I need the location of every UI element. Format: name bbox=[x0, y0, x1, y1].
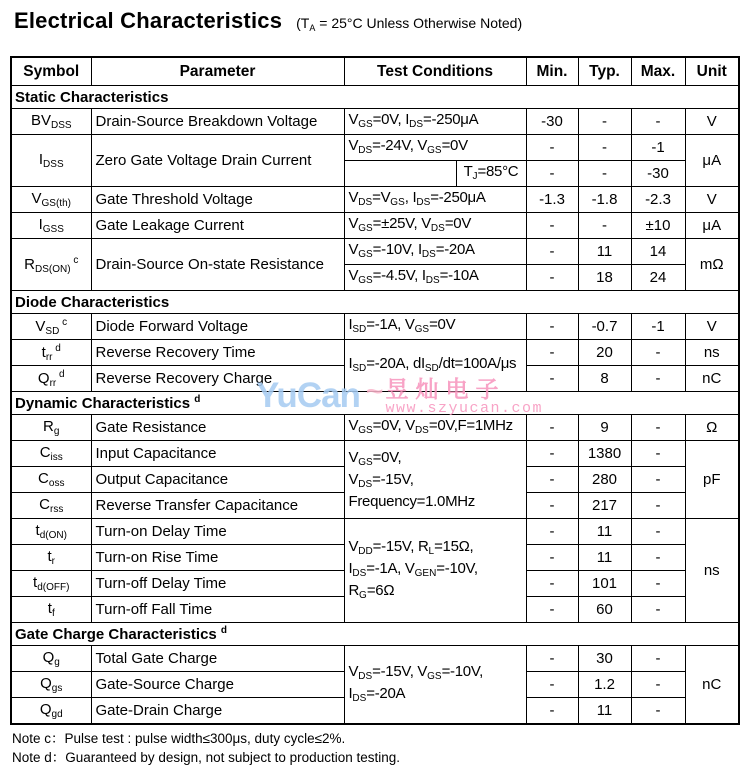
section-title: Static Characteristics bbox=[11, 86, 739, 109]
min-cell: - bbox=[526, 467, 578, 493]
max-cell: 14 bbox=[631, 239, 685, 265]
typ-cell: 11 bbox=[578, 239, 631, 265]
conditions-cell: $I_{SD}=-1A$, $V_{GS}=0V$ bbox=[344, 314, 526, 340]
parameter-cell: Reverse Transfer Capacitance bbox=[91, 493, 344, 519]
parameter-cell: Total Gate Charge bbox=[91, 646, 344, 672]
header-unit: Unit bbox=[685, 57, 739, 86]
unit-cell: ns bbox=[685, 519, 739, 623]
table-row-vgsth bbox=[11, 187, 739, 213]
min-cell: - bbox=[526, 597, 578, 623]
symbol-cell: $BV_{DSS}$ bbox=[11, 109, 91, 135]
table-row-trr bbox=[11, 340, 739, 366]
max-cell: -2.3 bbox=[631, 187, 685, 213]
parameter-cell: Reverse Recovery Charge bbox=[91, 366, 344, 392]
typ-cell: 11 bbox=[578, 698, 631, 725]
watermark-dash-icon: ~ bbox=[365, 375, 384, 408]
symbol-cell: $t_{d(OFF)}$ bbox=[11, 571, 91, 597]
max-cell: - bbox=[631, 672, 685, 698]
symbol-cell: $R_{DS(ON)}$ $^c$ bbox=[11, 239, 91, 291]
parameter-cell: Gate Leakage Current bbox=[91, 213, 344, 239]
symbol-cell: $C_{iss}$ bbox=[11, 441, 91, 467]
min-cell: -1.3 bbox=[526, 187, 578, 213]
header-min: Min. bbox=[526, 57, 578, 86]
conditions-spacer-cell bbox=[344, 161, 456, 187]
min-cell: - bbox=[526, 314, 578, 340]
typ-cell: 1380 bbox=[578, 441, 631, 467]
max-cell: - bbox=[631, 415, 685, 441]
table-row-bvdss bbox=[11, 109, 739, 135]
typ-cell: 60 bbox=[578, 597, 631, 623]
table-row-idss bbox=[11, 135, 739, 161]
conditions-cell: $V_{GS}=\pm 25V$, $V_{DS}=0V$ bbox=[344, 213, 526, 239]
symbol-cell: $t_{d(ON)}$ bbox=[11, 519, 91, 545]
parameter-cell: Gate Threshold Voltage bbox=[91, 187, 344, 213]
max-cell: - bbox=[631, 571, 685, 597]
electrical-characteristics-table bbox=[10, 56, 740, 725]
conditions-cell: $V_{GS}=-4.5V$, $I_{DS}=-10A$ bbox=[344, 265, 526, 291]
min-cell: -30 bbox=[526, 109, 578, 135]
note-d: Note d：Guaranteed by design, not subject to production testing. bbox=[12, 749, 400, 765]
max-cell: 24 bbox=[631, 265, 685, 291]
section-header-static bbox=[11, 86, 739, 109]
min-cell: - bbox=[526, 519, 578, 545]
min-cell: - bbox=[526, 366, 578, 392]
section-header-dynamic bbox=[11, 392, 739, 415]
typ-cell: 30 bbox=[578, 646, 631, 672]
max-cell: ±10 bbox=[631, 213, 685, 239]
min-cell: - bbox=[526, 415, 578, 441]
parameter-cell: Reverse Recovery Time bbox=[91, 340, 344, 366]
parameter-cell: Output Capacitance bbox=[91, 467, 344, 493]
parameter-cell: Turn-off Fall Time bbox=[91, 597, 344, 623]
symbol-cell: $t_{rr}$ $^d$ bbox=[11, 340, 91, 366]
symbol-cell: $I_{GSS}$ bbox=[11, 213, 91, 239]
table-header-row bbox=[11, 57, 739, 86]
min-cell: - bbox=[526, 441, 578, 467]
parameter-cell: Drain-Source On-state Resistance bbox=[91, 239, 344, 291]
typ-cell: - bbox=[578, 161, 631, 187]
symbol-cell: $I_{DSS}$ bbox=[11, 135, 91, 187]
max-cell: -30 bbox=[631, 161, 685, 187]
section-title: Gate Charge Characteristics $^d$ bbox=[11, 623, 739, 646]
min-cell: - bbox=[526, 213, 578, 239]
typ-cell: - bbox=[578, 135, 631, 161]
typ-cell: 8 bbox=[578, 366, 631, 392]
max-cell: - bbox=[631, 646, 685, 672]
min-cell: - bbox=[526, 239, 578, 265]
footnotes bbox=[12, 730, 748, 767]
unit-cell: nC bbox=[685, 646, 739, 725]
symbol-cell: $C_{rss}$ bbox=[11, 493, 91, 519]
conditions-cell: $V_{GS}=-10V$, $I_{DS}=-20A$ bbox=[344, 239, 526, 265]
page-header bbox=[14, 8, 748, 42]
parameter-cell: Gate-Drain Charge bbox=[91, 698, 344, 725]
min-cell: - bbox=[526, 545, 578, 571]
parameter-cell: Gate-Source Charge bbox=[91, 672, 344, 698]
typ-cell: 217 bbox=[578, 493, 631, 519]
unit-cell: V bbox=[685, 314, 739, 340]
unit-cell: ns bbox=[685, 340, 739, 366]
max-cell: -1 bbox=[631, 314, 685, 340]
watermark-chinese-text: 昱灿电子 bbox=[385, 376, 506, 402]
header-typ: Typ. bbox=[578, 57, 631, 86]
typ-cell: -1.8 bbox=[578, 187, 631, 213]
max-cell: - bbox=[631, 597, 685, 623]
conditions-cell: $I_{SD}=-20A$, $dI_{SD}/dt=100A/\mu s$ bbox=[344, 340, 526, 392]
table-row-tdon bbox=[11, 519, 739, 545]
page-title: Electrical Characteristics bbox=[14, 8, 283, 33]
symbol-cell: $Q_{gd}$ bbox=[11, 698, 91, 725]
min-cell: - bbox=[526, 340, 578, 366]
symbol-cell: $Q_g$ bbox=[11, 646, 91, 672]
symbol-cell: $t_r$ bbox=[11, 545, 91, 571]
section-header-gate-charge bbox=[11, 623, 739, 646]
unit-cell: pF bbox=[685, 441, 739, 519]
unit-cell: μA bbox=[685, 135, 739, 187]
conditions-cell: $V_{DD}=-15V$, $R_L=15\Omega$, $I_{DS}=-1A$, $V_{GEN}=-10V$, $R_G=6\Omega$ bbox=[344, 519, 526, 623]
symbol-cell: $Q_{gs}$ bbox=[11, 672, 91, 698]
header-max: Max. bbox=[631, 57, 685, 86]
typ-cell: 101 bbox=[578, 571, 631, 597]
table-row-rdson bbox=[11, 239, 739, 265]
max-cell: - bbox=[631, 545, 685, 571]
header-test-conditions: Test Conditions bbox=[344, 57, 526, 86]
section-title: Diode Characteristics bbox=[11, 291, 739, 314]
unit-cell: μA bbox=[685, 213, 739, 239]
max-cell: - bbox=[631, 109, 685, 135]
unit-cell: V bbox=[685, 187, 739, 213]
parameter-cell: Zero Gate Voltage Drain Current bbox=[91, 135, 344, 187]
symbol-cell: $Q_{rr}$ $^d$ bbox=[11, 366, 91, 392]
table-row-rg bbox=[11, 415, 739, 441]
min-cell: - bbox=[526, 571, 578, 597]
table-row-qg bbox=[11, 646, 739, 672]
max-cell: - bbox=[631, 366, 685, 392]
max-cell: - bbox=[631, 340, 685, 366]
symbol-cell: $C_{oss}$ bbox=[11, 467, 91, 493]
parameter-cell: Diode Forward Voltage bbox=[91, 314, 344, 340]
conditions-cell: $V_{DS}=V_{GS}$, $I_{DS}=-250\mu A$ bbox=[344, 187, 526, 213]
max-cell: - bbox=[631, 698, 685, 725]
typ-cell: 20 bbox=[578, 340, 631, 366]
header-parameter: Parameter bbox=[91, 57, 344, 86]
note-c: Note c：Pulse test : pulse width≤300μs, duty cycle≤2%. bbox=[12, 731, 346, 746]
min-cell: - bbox=[526, 672, 578, 698]
title-condition-note: ($T_A = 25^\circ C$ Unless Otherwise Noted) bbox=[296, 15, 523, 33]
conditions-cell: $V_{GS}=0V$, $V_{DS}=0V,F=1MHz$ bbox=[344, 415, 526, 441]
max-cell: - bbox=[631, 519, 685, 545]
parameter-cell: Turn-off Delay Time bbox=[91, 571, 344, 597]
parameter-cell: Turn-on Delay Time bbox=[91, 519, 344, 545]
conditions-cell: $V_{GS}=0V$, $I_{DS}=-250\mu A$ bbox=[344, 109, 526, 135]
unit-cell: Ω bbox=[685, 415, 739, 441]
symbol-cell: $V_{SD}$ $^c$ bbox=[11, 314, 91, 340]
conditions-cell: $V_{GS}=0V$, $V_{DS}=-15V$, Frequency=1.0MHz bbox=[344, 441, 526, 519]
min-cell: - bbox=[526, 161, 578, 187]
max-cell: - bbox=[631, 441, 685, 467]
min-cell: - bbox=[526, 265, 578, 291]
header-symbol: Symbol bbox=[11, 57, 91, 86]
conditions-cell: $V_{DS}=-24V$, $V_{GS}=0V$ bbox=[344, 135, 526, 161]
typ-cell: 11 bbox=[578, 545, 631, 571]
watermark-url: www.szyucan.com bbox=[385, 400, 543, 417]
parameter-cell: Turn-on Rise Time bbox=[91, 545, 344, 571]
typ-cell: -0.7 bbox=[578, 314, 631, 340]
min-cell: - bbox=[526, 646, 578, 672]
unit-cell: V bbox=[685, 109, 739, 135]
max-cell: -1 bbox=[631, 135, 685, 161]
max-cell: - bbox=[631, 467, 685, 493]
parameter-cell: Gate Resistance bbox=[91, 415, 344, 441]
parameter-cell: Input Capacitance bbox=[91, 441, 344, 467]
symbol-cell: $t_f$ bbox=[11, 597, 91, 623]
typ-cell: 11 bbox=[578, 519, 631, 545]
typ-cell: - bbox=[578, 109, 631, 135]
min-cell: - bbox=[526, 135, 578, 161]
section-header-diode bbox=[11, 291, 739, 314]
table-row-vsd bbox=[11, 314, 739, 340]
symbol-cell: $V_{GS(th)}$ bbox=[11, 187, 91, 213]
conditions-cell: $V_{DS}=-15V$, $V_{GS}=-10V$, $I_{DS}=-20A$ bbox=[344, 646, 526, 725]
section-title: Dynamic Characteristics $^d$ bbox=[11, 392, 739, 415]
typ-cell: 280 bbox=[578, 467, 631, 493]
typ-cell: 18 bbox=[578, 265, 631, 291]
typ-cell: 1.2 bbox=[578, 672, 631, 698]
watermark-logo: YuCan bbox=[256, 376, 360, 415]
max-cell: - bbox=[631, 493, 685, 519]
typ-cell: - bbox=[578, 213, 631, 239]
typ-cell: 9 bbox=[578, 415, 631, 441]
table-row-ciss bbox=[11, 441, 739, 467]
conditions-subcell: $T_J=85^\circ C$ bbox=[456, 161, 526, 187]
table-row-igss bbox=[11, 213, 739, 239]
parameter-cell: Drain-Source Breakdown Voltage bbox=[91, 109, 344, 135]
unit-cell: mΩ bbox=[685, 239, 739, 291]
min-cell: - bbox=[526, 698, 578, 725]
min-cell: - bbox=[526, 493, 578, 519]
unit-cell: nC bbox=[685, 366, 739, 392]
symbol-cell: $R_g$ bbox=[11, 415, 91, 441]
